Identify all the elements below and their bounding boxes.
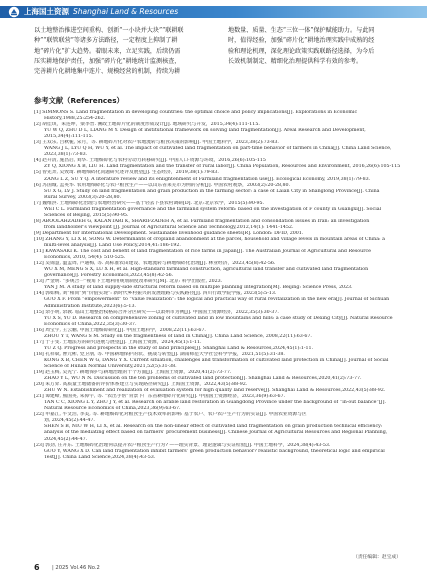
reference-line: GUO Y, WANG X D. Can land fragmentation inhibit farmers’ green production behavior? realistic background, theoretical logic and empirical <box>44 448 385 454</box>
editor-note: （责任编辑：赵宝成） <box>353 555 401 560</box>
reference-line: [14] 郭如梅, 刘“相同”到“价值实现”: 新时代乡村振兴的发展理路与实践路径[J]. 四川行政学院学报, 2023(5):5-13. <box>34 291 277 297</box>
reference-line: Rural Survey, 2003(3):20-28,80. <box>44 194 122 200</box>
reference-line: SHEN S B, NIU W H, LI X, et al. Research on the non-linear effect of cultivated land fragmentation on grain production technical efficiency: <box>44 424 383 430</box>
reference-line: KONG X B, CHEN W G, DANG Y X. Current situation, challenges and transformation of cultivated land protection in China[J]. Journal of Social <box>44 357 389 363</box>
reference-line: multi-level analysis[J]. Land Use Policy,2014,41:186-192. <box>44 243 181 249</box>
reference-line: YAN J M. A study of land supply-side structural reform based on multiple planning integration[M]. Beijing: Science Press, 2023. <box>44 285 353 291</box>
journal-title-en: Shanghai Land & Resources <box>73 7 179 16</box>
reference-line: Economics of China,2022,35(3):30-37. <box>44 321 137 327</box>
reference-line: History,1988,25:254-262. <box>44 116 106 122</box>
reference-line: SU X G, LV J. Study on land fragmentation and grain production in the farming sector: a case of Laian City in Shanglong Province[J]. China <box>44 188 380 194</box>
reference-line: [2] 胡佳琪，朱连坤，梁李晋. 溯政土地碎片化的制度形成设计[J]. 地域研究与开发，2015,34(4):111-115. <box>34 122 260 128</box>
reference-line: [22] 申嘉江, 牛文浩, 李美, 等. 耕地细碎化对粮食生产技术效率的影响: 基于农户、农户农户生产行为的实证[J]. 中国农业资源与区 <box>34 412 307 418</box>
reference-line: [19] 赵玉梅, 吴先宁. 耕地保护与耕地治理的十个方面[J]. 上海国土资源，2020,41(2):73-77. <box>34 370 232 376</box>
journal-header <box>0 0 427 22</box>
body-line: 种”“联管联营”等诸多方法路径，一定程度上抑制了耕 <box>34 37 178 45</box>
reference-line: ZHAO Y L, WU N N. Discussion on the ten problems of cultivated land protection[J]. Shanghai Land & Resources,2020,41(2):73-77. <box>44 376 362 382</box>
reference-line: [13] 严金明. “多规合一”视角下土地利用规划制度改革研究[M]. 北京: 科学出版社, 2023. <box>34 279 223 285</box>
body-line: 地数量、质量、生态“三位一体”保护赋能助力。与此同 <box>228 27 375 34</box>
reference-line: [15] 余小明, 余教. 临山土地整治权格局合并分区研究——以肃州市为例[J]. 中国国土资源经济，2022,35(3):30-37. <box>34 309 279 315</box>
reference-line: [4] 赵开清, 施昌启, 刘华. 土地细碎化与农村劳动力转移研究[J]. 中国人口·资源与环境，2016,26(6):105-115 <box>34 158 266 164</box>
references-list <box>34 110 402 461</box>
reference-line: from landholder’s viewpoint [J]. Journal of Agricultural Science and Technology,2012,14(1): 1441-1452. <box>44 224 294 230</box>
body-line: 压实耕地保护责任，加强“碎片化”耕地统计监测核查， <box>34 57 181 65</box>
reference-line: [16] 周宝宇, 王云鹏, 中国土地细碎研化[J]. 中国土地科学，2008,22(11):63-67. <box>34 327 206 333</box>
reference-line: GUO X F. From “empowerment” to “value realization”: the logical and practical way of rural revitalization in the new era[J]. Journal of Sichuan <box>44 297 390 303</box>
journal-title <box>24 6 178 18</box>
reference-line: [10] ZHANG Y, LI X B, SONG W. Determinants of cropland abandonment at the parcel, household and village levels in mountain areas of China: a <box>34 236 385 242</box>
reference-line: [5] 曾先奔, 吴致琦. 耕地细碎化问题研究述评及展望[J]. 生态经济，2019,38(1):79-83. <box>34 170 219 176</box>
reference-line: WU X M, MENG S X, LU X H, et al. High-standard farmland construction, agricultural land transfer and cultivated land fragmentation <box>44 267 369 273</box>
body-text <box>34 26 400 76</box>
page-footer <box>34 563 400 573</box>
issue-info: | 2025 Vol.46 No.2 <box>52 565 100 571</box>
reference-line: [3] 王双乐, 吕秋栀, 宋月，等. 耕地碎片化对农户农地流转与粮食决策的影响[J]. 中国土地科学，2023,38(2):73-83. <box>34 140 279 146</box>
body-line: 验和理论机理，深化理论政策实践联路径选择，为今后 <box>228 47 375 55</box>
reference-line: [6] 苏国城, 孟英华. 农用地细碎化与农户粮食生产——以山东省莱芜市为例的分析[J]. 中国农村观察，2003(2):20-28,80. <box>34 182 291 188</box>
reference-line: [23] 郭劲, 庄开东. 土地细碎化治理何以提升农户粮食生产行为? ——理实背景、理论逻辑与实证检验[J]. 中国土地科学，2024,38(4):43-53. <box>34 442 331 448</box>
reference-line: 划, 2024,45(2):44-47. <box>44 418 95 424</box>
body-column-left <box>34 26 206 77</box>
reference-line: Administration Institute,2023(6):5-13. <box>44 303 136 309</box>
journal-title-cn: 上海国土资源 <box>24 7 69 16</box>
reference-line: WANG J L, LYU Q H, WU Y, et al. The impact of cultivated land fragmentation on part-time behavior of farmers in China[J]. China Land Science, <box>44 146 392 152</box>
reference-line: 2023,38(1):73-83. <box>44 152 88 158</box>
reference-line: [7] 魏维洪. 土地细碎化治理与农地经营研究——基于轻去下县农村调研[D]. 北京:北京农学，2015(5):90-95. <box>34 200 265 206</box>
body-column-right <box>228 26 400 67</box>
body-line: 以土地整治推进空间重构、创新“一小块并大块”“联耕联 <box>34 27 184 34</box>
page-number: 6 <box>34 563 40 572</box>
reference-line: [18] 孔祥斌, 曹元彬, 党卫朋, 等. 中国耕地保护的状、挑战与转型[J]. 湖南师范大学社会科学学报，2021,51(5):31-38. <box>34 351 285 357</box>
reference-line: [21] 谭建峰, 熊国英, 朱倬宇, 等. “农出手帮”背景下广东省耕地碎片化研究[J]. 中国国土资源经济，2023,36(9):63-67. <box>34 394 286 400</box>
reference-line: Sciences of Beijing, 2015(5):90-95. <box>44 212 129 218</box>
reference-line: [1] SIMMONS S. Land fragmentation in developing countries: the optimal choice and policy implications[J]. Explorations in Economic <box>34 110 358 115</box>
reference-line: [8] ABOOLAHZADEH G, KALANTARI K, SHARIFZADEH A, et al. Farmland fragmentation and consolidation issues in Iran: an investigation <box>34 218 370 224</box>
reference-line: YU W Q, ZHU D L, LIANG M Y. Design of institutional framework on solving land fragmentation[J]. Areal Research and Development, <box>44 128 366 134</box>
reference-line: TAN C C, XIONG L Y, ZHU J Y, et al. Research on arable land restoration in Guangdong Province under the background of “in-out balance”[J]. <box>44 400 387 406</box>
reference-line: WEI C L. Farmland fragmentation governance and the farmland system reform: based on the investigation of F county in Guangxi[J]. Social <box>44 206 382 212</box>
reference-line: YU X S, YU D. Research on comprehensive zoning of cultivated land in low mountains and hills: a case study of Dexing City[J]. Natural Resource <box>44 315 393 321</box>
body-line: 完善耕片化耕地集中连片、规模经营的机制，持续为耕 <box>34 68 181 76</box>
reference-line: ZY Q, XIONG X B, LIU H. Land fragmentation and the transfer of rural labor[J]. China Population, Resources and Environment, 2016,26(6):105-115 <box>44 164 401 170</box>
reference-line: analysis of the mediating effect based on farmers’ procurement business[J]. Chinese Journal of Agricultural Resources and Regional Planning, <box>44 430 388 436</box>
reference-line: [9] Department for International Development. Sustainable livelihood guidance sheets[R]. London: DFID, 2001. <box>34 230 304 236</box>
reference-line: [12] 吴锦慧, 温孟周, 卢通梅, 等. 高标准农田建设、农地流转与耕地细碎化治理[J]. 林业经济，2023,45(8):42-56. <box>34 261 276 267</box>
reference-line: 2024,45(2):44-47. <box>44 436 88 442</box>
reference-line: 2015,34(4):111-115. <box>44 134 94 140</box>
body-line: 地“碎片化”扩大趋势。着眼未来，立足实践，后续仍需 <box>34 47 181 55</box>
reference-line: [17] 于子雯. 土地法方的研究进展与展望[J]. 上海国土资源，2024,45(1):1-11. <box>34 339 202 345</box>
reference-line: [20] 朱万昇. 高质量土地储备的评价体系建立与实现路径研究[J]. 上海国土资源，2022,43(5):88-92. <box>34 382 248 388</box>
references-heading: 参考文献（References） <box>34 96 124 105</box>
body-line: 时，值得经验，加强“碎片化”耕地治理实践中成熟的经 <box>228 37 375 45</box>
reference-line: ZHOU Y T, WANG S M. Study on the fragmentness of land in China[J]. China Land Science, 2008,22(11):63-67. <box>44 333 312 339</box>
reference-line: Test[J]. China Land Science,2024,38(4):43-53. <box>44 454 156 460</box>
reference-line: Natural Resource Economics of China,2023,36(9):63-67. <box>44 406 181 412</box>
reference-line: governance[J]. Forestry Economics,2023,45(8):42-56. <box>44 273 174 279</box>
body-line: 长效机制制定、精细化治理提供科学有效的参考。 <box>228 57 363 65</box>
reference-line: [11] KAWASAKI K. The cost and benefit of land fragmentation of rice farms in Japan[J]. The Australian Journal of Agricultural and Resource <box>34 249 371 255</box>
reference-line: ZHU W N. Establishment and realization of evaluation system for high quality land reserve[J]. Shanghai Land & Resources,2022,43(5):88-92. <box>44 388 386 394</box>
journal-logo-icon <box>8 6 20 18</box>
reference-line: YU Z Q. Progress and prospects in the study of land principles[J]. Shanghai Land & Resources,2024,45(1):1-11. <box>44 345 314 351</box>
reference-line: ZANG L Z, SU Y Q. A literature review and its enlightenment of Farmland fragmentation use[J]. Ecological Economy, 2019,38(1):79-83. <box>44 176 371 182</box>
reference-line: Economics, 2010, 54(4): 510-525. <box>44 255 126 261</box>
reference-line: Science of Hunan Normal University,2021,52(5):31-38. <box>44 363 177 369</box>
